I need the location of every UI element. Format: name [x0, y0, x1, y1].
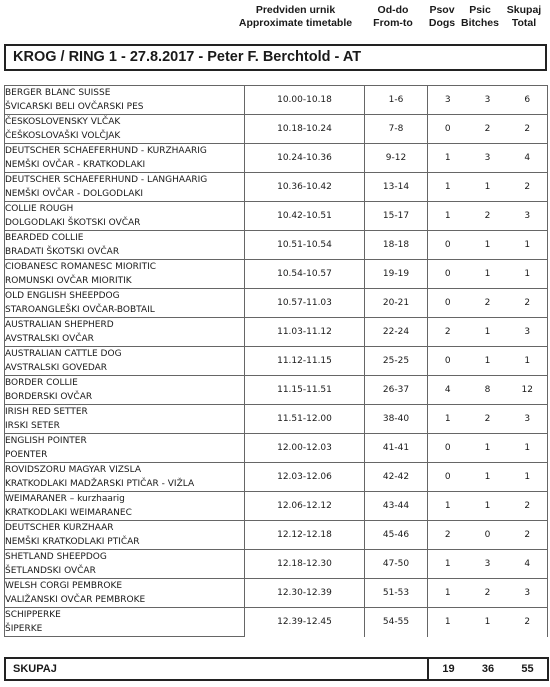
- bitches-cell: 3: [468, 144, 508, 173]
- dogs-cell: 2: [428, 521, 468, 550]
- range-cell: 42-42: [365, 463, 428, 492]
- breed-name: ENGLISH POINTER: [5, 434, 245, 449]
- header-total-en: Total: [511, 17, 537, 29]
- timetable-cell: 10.57-11.03: [245, 289, 365, 318]
- bitches-cell: 3: [468, 86, 508, 115]
- bitches-cell: 1: [468, 347, 508, 376]
- timetable-cell: 10.18-10.24: [245, 115, 365, 144]
- breed-name-slovene: ŠIPERKE: [5, 622, 245, 637]
- table-row: [5, 405, 548, 420]
- timetable-cell: 12.03-12.06: [245, 463, 365, 492]
- timetable-cell: 10.36-10.42: [245, 173, 365, 202]
- totals-dogs: 19: [428, 658, 468, 680]
- total-cell: 1: [508, 231, 548, 260]
- breed-name-slovene: KRATKODLAKI WEIMARANEC: [5, 506, 245, 521]
- header-dogs-en: Dogs: [428, 17, 456, 29]
- range-cell: 38-40: [365, 405, 428, 434]
- range-cell: 47-50: [365, 550, 428, 579]
- table-row: [5, 376, 548, 391]
- breed-name: DEUTSCHER KURZHAAR: [5, 521, 245, 536]
- breed-name-slovene: ŠVICARSKI BELI OVČARSKI PES: [5, 100, 245, 115]
- breed-name: WEIMARANER – kurzhaarig: [5, 492, 245, 507]
- breed-name-slovene: ROMUNSKI OVČAR MIORITIK: [5, 274, 245, 289]
- total-cell: 2: [508, 492, 548, 521]
- bitches-cell: 2: [468, 202, 508, 231]
- breed-name-slovene: STAROANGLEŠKI OVČAR-BOBTAIL: [5, 303, 245, 318]
- header-timetable-en: Approximate timetable: [238, 17, 353, 29]
- total-cell: 3: [508, 579, 548, 608]
- dogs-cell: 1: [428, 144, 468, 173]
- table-row: [5, 434, 548, 449]
- breed-name-slovene: BORDERSKI OVČAR: [5, 390, 245, 405]
- table-row: [5, 86, 548, 101]
- table-row: [5, 521, 548, 536]
- dogs-cell: 1: [428, 202, 468, 231]
- timetable-cell: 11.15-11.51: [245, 376, 365, 405]
- timetable-cell: 11.51-12.00: [245, 405, 365, 434]
- timetable-cell: 12.12-12.18: [245, 521, 365, 550]
- bitches-cell: 2: [468, 579, 508, 608]
- table-row: [5, 144, 548, 159]
- range-cell: 43-44: [365, 492, 428, 521]
- breed-name: SHETLAND SHEEPDOG: [5, 550, 245, 565]
- breed-name: WELSH CORGI PEMBROKE: [5, 579, 245, 594]
- total-cell: 1: [508, 463, 548, 492]
- breed-name: DEUTSCHER SCHAEFERHUND - LANGHAARIG: [5, 173, 245, 188]
- breed-name-slovene: NEMŠKI OVČAR - DOLGODLAKI: [5, 187, 245, 202]
- breed-name: AUSTRALIAN CATTLE DOG: [5, 347, 245, 362]
- total-cell: 4: [508, 144, 548, 173]
- timetable-cell: 12.18-12.30: [245, 550, 365, 579]
- breed-name-slovene: NEMŠKI OVČAR - KRATKODLAKI: [5, 158, 245, 173]
- totals-bitches: 36: [468, 658, 508, 680]
- range-cell: 19-19: [365, 260, 428, 289]
- timetable-cell: 10.54-10.57: [245, 260, 365, 289]
- total-cell: 3: [508, 405, 548, 434]
- bitches-cell: 1: [468, 260, 508, 289]
- range-cell: 7-8: [365, 115, 428, 144]
- total-cell: 2: [508, 521, 548, 550]
- total-cell: 1: [508, 434, 548, 463]
- table-row: [5, 289, 548, 304]
- header-timetable-si: Predviden urnik: [255, 4, 336, 16]
- header-from-to: [363, 4, 423, 30]
- bitches-cell: 8: [468, 376, 508, 405]
- bitches-cell: 0: [468, 521, 508, 550]
- header-dogs-si: Psov: [429, 4, 455, 16]
- dogs-cell: 1: [428, 405, 468, 434]
- breed-name: AUSTRALIAN SHEPHERD: [5, 318, 245, 333]
- total-cell: 3: [508, 202, 548, 231]
- range-cell: 51-53: [365, 579, 428, 608]
- totals-table: [4, 657, 549, 681]
- total-cell: 2: [508, 173, 548, 202]
- header-bitches-si: Psic: [469, 4, 491, 16]
- bitches-cell: 1: [468, 231, 508, 260]
- dogs-cell: 1: [428, 579, 468, 608]
- totals-label: SKUPAJ: [5, 658, 428, 680]
- breed-name: ROVIDSZORU MAGYAR VIZSLA: [5, 463, 245, 478]
- breed-name: BERGER BLANC SUISSE: [5, 86, 245, 101]
- breed-name-slovene: DOLGODLAKI ŠKOTSKI OVČAR: [5, 216, 245, 231]
- breed-name-slovene: ČEŠKOSLOVAŠKI VOLČJAK: [5, 129, 245, 144]
- table-row: [5, 318, 548, 333]
- dogs-cell: 0: [428, 347, 468, 376]
- breed-name-slovene: IRSKI SETER: [5, 419, 245, 434]
- breed-name: ČESKOSLOVENSKY VLČAK: [5, 115, 245, 130]
- header-from-to-si: Od-do: [377, 4, 409, 16]
- breed-name-slovene: BRADATI ŠKOTSKI OVČAR: [5, 245, 245, 260]
- range-cell: 9-12: [365, 144, 428, 173]
- timetable-cell: 10.24-10.36: [245, 144, 365, 173]
- breed-name: IRISH RED SETTER: [5, 405, 245, 420]
- bitches-cell: 2: [468, 115, 508, 144]
- breed-name: BEARDED COLLIE: [5, 231, 245, 246]
- bitches-cell: 2: [468, 405, 508, 434]
- breed-name: DEUTSCHER SCHAEFERHUND - KURZHAARIG: [5, 144, 245, 159]
- timetable-cell: 10.51-10.54: [245, 231, 365, 260]
- timetable-cell: 10.00-10.18: [245, 86, 365, 115]
- range-cell: 25-25: [365, 347, 428, 376]
- range-cell: 54-55: [365, 608, 428, 637]
- schedule-rows: [5, 86, 548, 637]
- total-cell: 2: [508, 608, 548, 637]
- timetable-cell: 11.03-11.12: [245, 318, 365, 347]
- timetable-cell: 12.39-12.45: [245, 608, 365, 637]
- bitches-cell: 1: [468, 608, 508, 637]
- table-row: [5, 115, 548, 130]
- total-cell: 2: [508, 115, 548, 144]
- bitches-cell: 2: [468, 289, 508, 318]
- breed-name: SCHIPPERKE: [5, 608, 245, 623]
- header-timetable: [233, 4, 358, 30]
- range-cell: 45-46: [365, 521, 428, 550]
- range-cell: 41-41: [365, 434, 428, 463]
- breed-name-slovene: NEMŠKI KRATKODLAKI PTIČAR: [5, 535, 245, 550]
- table-row: [5, 260, 548, 275]
- table-row: [5, 231, 548, 246]
- schedule-table: [4, 85, 548, 637]
- header-total-si: Skupaj: [506, 4, 542, 16]
- table-row: [5, 463, 548, 478]
- dogs-cell: 2: [428, 318, 468, 347]
- total-cell: 2: [508, 289, 548, 318]
- total-cell: 3: [508, 318, 548, 347]
- total-cell: 12: [508, 376, 548, 405]
- range-cell: 22-24: [365, 318, 428, 347]
- bitches-cell: 3: [468, 550, 508, 579]
- ring-title: KROG / RING 1 - 27.8.2017 - Peter F. Berchtold - AT: [4, 44, 547, 71]
- dogs-cell: 1: [428, 608, 468, 637]
- totals-total: 55: [508, 658, 548, 680]
- total-cell: 1: [508, 260, 548, 289]
- breed-name-slovene: AVSTRALSKI OVČAR: [5, 332, 245, 347]
- header-bitches-en: Bitches: [461, 17, 499, 29]
- total-cell: 4: [508, 550, 548, 579]
- dogs-cell: 4: [428, 376, 468, 405]
- dogs-cell: 0: [428, 231, 468, 260]
- table-row: [5, 550, 548, 565]
- table-row: [5, 579, 548, 594]
- header-bitches: [456, 4, 504, 30]
- dogs-cell: 1: [428, 492, 468, 521]
- timetable-cell: 10.42-10.51: [245, 202, 365, 231]
- dogs-cell: 3: [428, 86, 468, 115]
- total-cell: 1: [508, 347, 548, 376]
- bitches-cell: 1: [468, 173, 508, 202]
- table-row: [5, 492, 548, 507]
- range-cell: 15-17: [365, 202, 428, 231]
- range-cell: 18-18: [365, 231, 428, 260]
- breed-name-slovene: VALIŽANSKI OVČAR PEMBROKE: [5, 593, 245, 608]
- breed-name-slovene: POENTER: [5, 448, 245, 463]
- range-cell: 1-6: [365, 86, 428, 115]
- dogs-cell: 1: [428, 550, 468, 579]
- breed-name: OLD ENGLISH SHEEPDOG: [5, 289, 245, 304]
- dogs-cell: 0: [428, 260, 468, 289]
- table-row: [5, 173, 548, 188]
- total-cell: 6: [508, 86, 548, 115]
- header-from-to-en: From-to: [373, 17, 413, 29]
- breed-name: COLLIE ROUGH: [5, 202, 245, 217]
- timetable-cell: 11.12-11.15: [245, 347, 365, 376]
- dogs-cell: 0: [428, 115, 468, 144]
- breed-name-slovene: ŠETLANDSKI OVČAR: [5, 564, 245, 579]
- breed-name-slovene: KRATKODLAKI MADŽARSKI PTIČAR - VIŽLA: [5, 477, 245, 492]
- totals-row: [5, 658, 548, 680]
- breed-name: CIOBANESC ROMANESC MIORITIC: [5, 260, 245, 275]
- dogs-cell: 1: [428, 173, 468, 202]
- timetable-cell: 12.06-12.12: [245, 492, 365, 521]
- breed-name: BORDER COLLIE: [5, 376, 245, 391]
- range-cell: 13-14: [365, 173, 428, 202]
- bitches-cell: 1: [468, 434, 508, 463]
- dogs-cell: 0: [428, 434, 468, 463]
- timetable-cell: 12.00-12.03: [245, 434, 365, 463]
- header-total: [500, 4, 548, 30]
- range-cell: 20-21: [365, 289, 428, 318]
- timetable-cell: 12.30-12.39: [245, 579, 365, 608]
- table-row: [5, 347, 548, 362]
- bitches-cell: 1: [468, 463, 508, 492]
- table-row: [5, 608, 548, 623]
- table-row: [5, 202, 548, 217]
- dogs-cell: 0: [428, 463, 468, 492]
- range-cell: 26-37: [365, 376, 428, 405]
- bitches-cell: 1: [468, 318, 508, 347]
- breed-name-slovene: AVSTRALSKI GOVEDAR: [5, 361, 245, 376]
- dogs-cell: 0: [428, 289, 468, 318]
- bitches-cell: 1: [468, 492, 508, 521]
